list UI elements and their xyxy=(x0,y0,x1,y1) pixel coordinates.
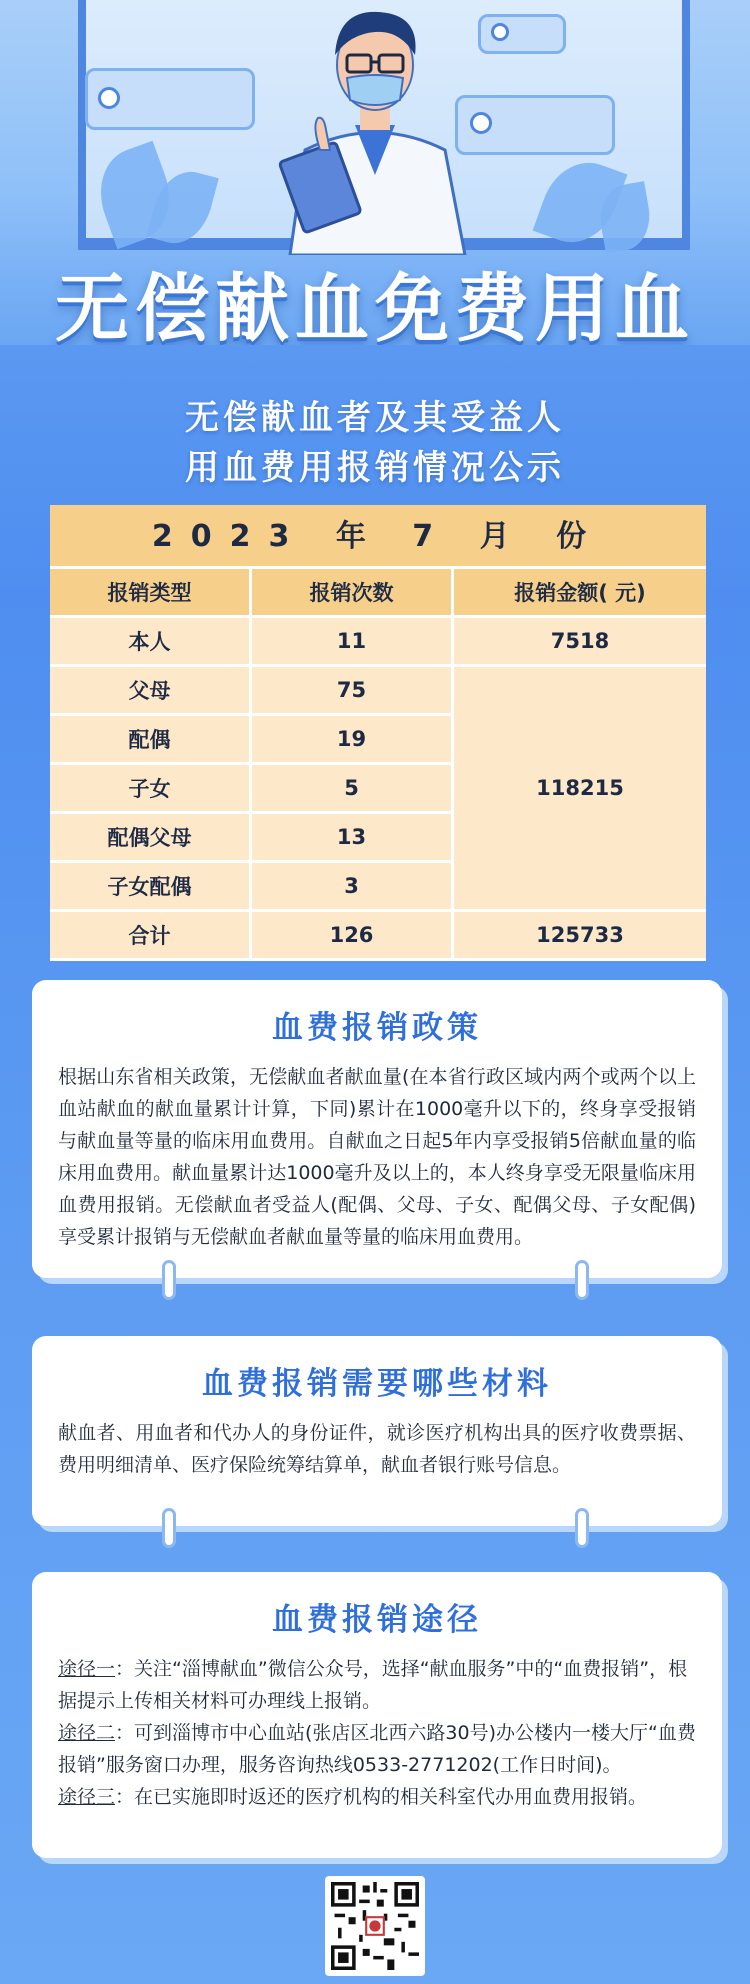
table-grid xyxy=(50,569,706,961)
column-header-type: 报销类型 xyxy=(50,569,252,618)
materials-card xyxy=(32,1336,722,1526)
route-item xyxy=(58,1653,696,1717)
qr-code-graphic xyxy=(331,1882,419,1970)
route-item xyxy=(58,1781,696,1813)
table-cell-count: 126 xyxy=(252,912,454,961)
chat-bubble-icon xyxy=(85,68,255,130)
binder-ring-icon xyxy=(162,1260,176,1300)
table-cell-count: 5 xyxy=(252,765,454,814)
routes-card xyxy=(32,1572,722,1858)
table-cell-type: 子女 xyxy=(50,765,252,814)
route-label: 途径一 xyxy=(58,1658,116,1680)
materials-body: 献血者、用血者和代办人的身份证件，就诊医疗机构出具的医疗收费票据、费用明细清单、医疗保险统筹结算单，献血者银行账号信息。 xyxy=(58,1422,696,1476)
table-cell-type: 子女配偶 xyxy=(50,863,252,912)
table-cell-amount: 7518 xyxy=(454,618,706,667)
policy-title: 血费报销政策 xyxy=(272,1010,482,1046)
table-cell-merged-amount: 118215 xyxy=(454,667,706,912)
column-header-count: 报销次数 xyxy=(252,569,454,618)
materials-title: 血费报销需要哪些材料 xyxy=(202,1366,552,1402)
route-text: ：在已实施即时返还的医疗机构的相关科室代办用血费用报销。 xyxy=(115,1786,648,1808)
table-cell-amount: 125733 xyxy=(454,912,706,961)
hero-title: 无偿献血免费用血 xyxy=(55,266,695,345)
table-cell-type: 父母 xyxy=(50,667,252,716)
reimbursement-table xyxy=(50,505,706,961)
route-label: 途径二 xyxy=(58,1722,116,1744)
table-cell-type: 配偶 xyxy=(50,716,252,765)
route-item xyxy=(58,1717,696,1781)
table-cell-type: 配偶父母 xyxy=(50,814,252,863)
table-cell-count: 3 xyxy=(252,863,454,912)
hero-banner xyxy=(0,0,750,345)
policy-card xyxy=(32,980,722,1278)
table-cell-count: 13 xyxy=(252,814,454,863)
doctor-illustration-icon xyxy=(250,0,500,255)
table-cell-count: 11 xyxy=(252,618,454,667)
route-text: ：关注“淄博献血”微信公众号，选择“献血服务”中的“血费报销”，根据提示上传相关材料可办理线上报销。 xyxy=(58,1658,688,1712)
table-cell-type: 合计 xyxy=(50,912,252,961)
table-period-header: 2023 年 7 月 份 xyxy=(50,505,706,569)
binder-ring-icon xyxy=(575,1260,589,1300)
route-label: 途径三 xyxy=(58,1786,116,1808)
routes-title: 血费报销途径 xyxy=(272,1602,482,1638)
table-cell-count: 75 xyxy=(252,667,454,716)
table-cell-type: 本人 xyxy=(50,618,252,667)
policy-body: 根据山东省相关政策，无偿献血者献血量(在本省行政区域内两个或两个以上血站献血的献血量累计计算，下同)累计在1000毫升以下的，终身享受报销与献血量等量的临床用血费用。自献血之日起5年内享受报销5倍献血量的临床用血费用。献血量累计达1000毫升及以上的，本人终身享受无限量临床用血费用报销。无偿献血者受益人(配偶、父母、子女、配偶父母、子女配偶)享受累计报销与无偿献血者献血量等量的临床用血费用。 xyxy=(58,1066,696,1248)
subtitle-line-1: 无偿献血者及其受益人 xyxy=(185,398,565,438)
subtitle-line-2: 用血费用报销情况公示 xyxy=(185,448,565,488)
qr-code-icon[interactable] xyxy=(325,1876,425,1976)
column-header-amount: 报销金额( 元) xyxy=(454,569,706,618)
binder-ring-icon xyxy=(162,1508,176,1548)
table-cell-count: 19 xyxy=(252,716,454,765)
route-text: ：可到淄博市中心血站(张店区北西六路30号)办公楼内一楼大厅“血费报销”服务窗口办理，服务咨询热线0533-2771202(工作日时间)。 xyxy=(58,1722,696,1776)
binder-ring-icon xyxy=(575,1508,589,1548)
